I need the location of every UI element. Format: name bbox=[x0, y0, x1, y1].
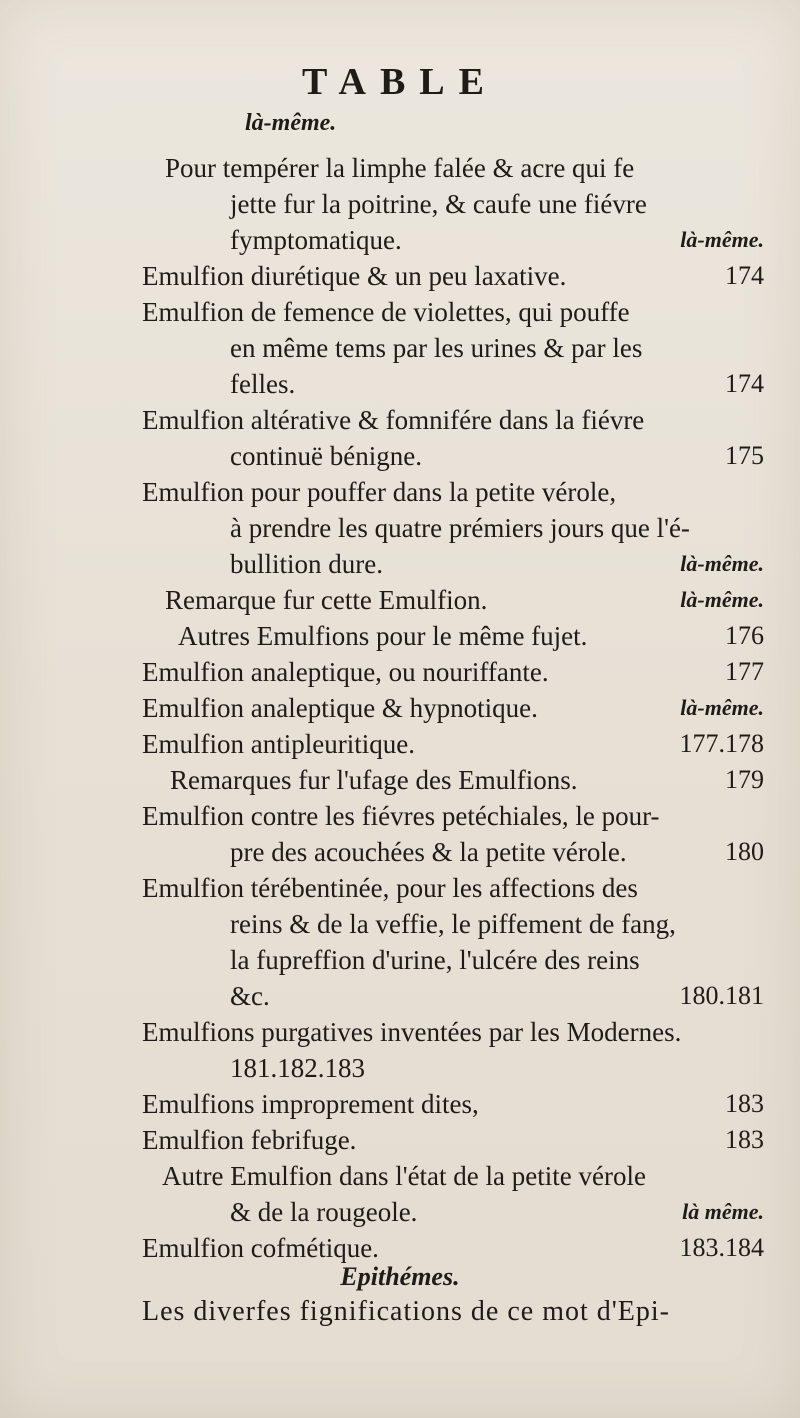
entry-line: 181.182.183 bbox=[230, 1053, 365, 1083]
entry-line: felles. bbox=[230, 369, 296, 399]
entry-line: Emulfion altérative & fomnifére dans la fiévre bbox=[142, 405, 645, 435]
entry-line: bullition dure. bbox=[230, 549, 383, 579]
entry-line: reins & de la veffie, le piffement de fang, bbox=[230, 909, 676, 939]
page-reference: 183 bbox=[725, 1125, 764, 1154]
entry-line: Emulfion térébentinée, pour les affections des bbox=[142, 873, 638, 903]
page-reference: 183 bbox=[725, 1089, 764, 1118]
page-reference: 175 bbox=[725, 441, 764, 470]
entry-line: Emulfion cofmétique. bbox=[142, 1233, 379, 1263]
section-heading: Epithémes. bbox=[340, 1262, 460, 1291]
entry-line: Emulfion analeptique, ou nouriffante. bbox=[142, 657, 549, 687]
entry-line: Emulfions purgatives inventées par les Modernes. bbox=[142, 1017, 682, 1047]
entry-line: jette fur la poitrine, & caufe une fiévre bbox=[230, 189, 647, 219]
entry-line: Emulfion antipleuritique. bbox=[142, 729, 415, 759]
entry-line: Pour tempérer la limphe falée & acre qui fe bbox=[165, 153, 635, 183]
first-line-continuation: là-même. bbox=[245, 110, 337, 136]
page-reference: 174 bbox=[725, 261, 764, 290]
page-reference: 176 bbox=[725, 621, 764, 650]
entry-line: Remarques fur l'ufage des Emulfions. bbox=[170, 765, 578, 795]
page-reference: là-même. bbox=[680, 551, 764, 576]
entry-line: Emulfion diurétique & un peu laxative. bbox=[142, 261, 567, 291]
page-reference: 180.181 bbox=[679, 981, 764, 1010]
entry-line: Emulfion contre les fiévres petéchiales, le pour- bbox=[142, 801, 660, 831]
entry-line: Autres Emulfions pour le même fujet. bbox=[178, 621, 588, 651]
running-head: TABLE bbox=[301, 61, 498, 103]
last-line: Les diverfes fignifications de ce mot d'Epi- bbox=[142, 1296, 670, 1327]
entry-line: & de la rougeole. bbox=[230, 1197, 418, 1227]
page-reference: là-même. bbox=[680, 695, 764, 720]
page-reference: là-même. bbox=[680, 227, 764, 252]
entry-line: la fupreffion d'urine, l'ulcére des reins bbox=[230, 945, 640, 975]
entry-line: fymptomatique. bbox=[230, 225, 402, 255]
entry-line: en même tems par les urines & par les bbox=[230, 333, 643, 363]
page-reference: là-même. bbox=[680, 587, 764, 612]
page-reference: 183.184 bbox=[679, 1233, 764, 1262]
entry-line: Autre Emulfion dans l'état de la petite vérole bbox=[162, 1161, 646, 1191]
page-reference: là même. bbox=[682, 1199, 764, 1224]
page-reference: 177 bbox=[725, 657, 764, 686]
page-reference: 174 bbox=[725, 369, 764, 398]
entry-line: continuë bénigne. bbox=[230, 441, 422, 471]
entry-line: à prendre les quatre prémiers jours que l'é- bbox=[230, 513, 690, 543]
entry-line: Emulfions improprement dites, bbox=[142, 1089, 479, 1119]
entry-line: Emulfion pour pouffer dans la petite vérole, bbox=[142, 477, 617, 507]
entry-line: Remarque fur cette Emulfion. bbox=[165, 585, 488, 615]
entry-line: Emulfion de femence de violettes, qui pouffe bbox=[142, 297, 630, 327]
page-reference: 180 bbox=[725, 837, 764, 866]
entry-line: pre des acouchées & la petite vérole. bbox=[230, 837, 627, 867]
page-reference: 177.178 bbox=[679, 729, 764, 758]
entry-line: Emulfion febrifuge. bbox=[142, 1125, 357, 1155]
entry-line: &c. bbox=[230, 981, 270, 1011]
page-reference: 179 bbox=[725, 765, 764, 794]
entry-line: Emulfion analeptique & hypnotique. bbox=[142, 693, 538, 723]
